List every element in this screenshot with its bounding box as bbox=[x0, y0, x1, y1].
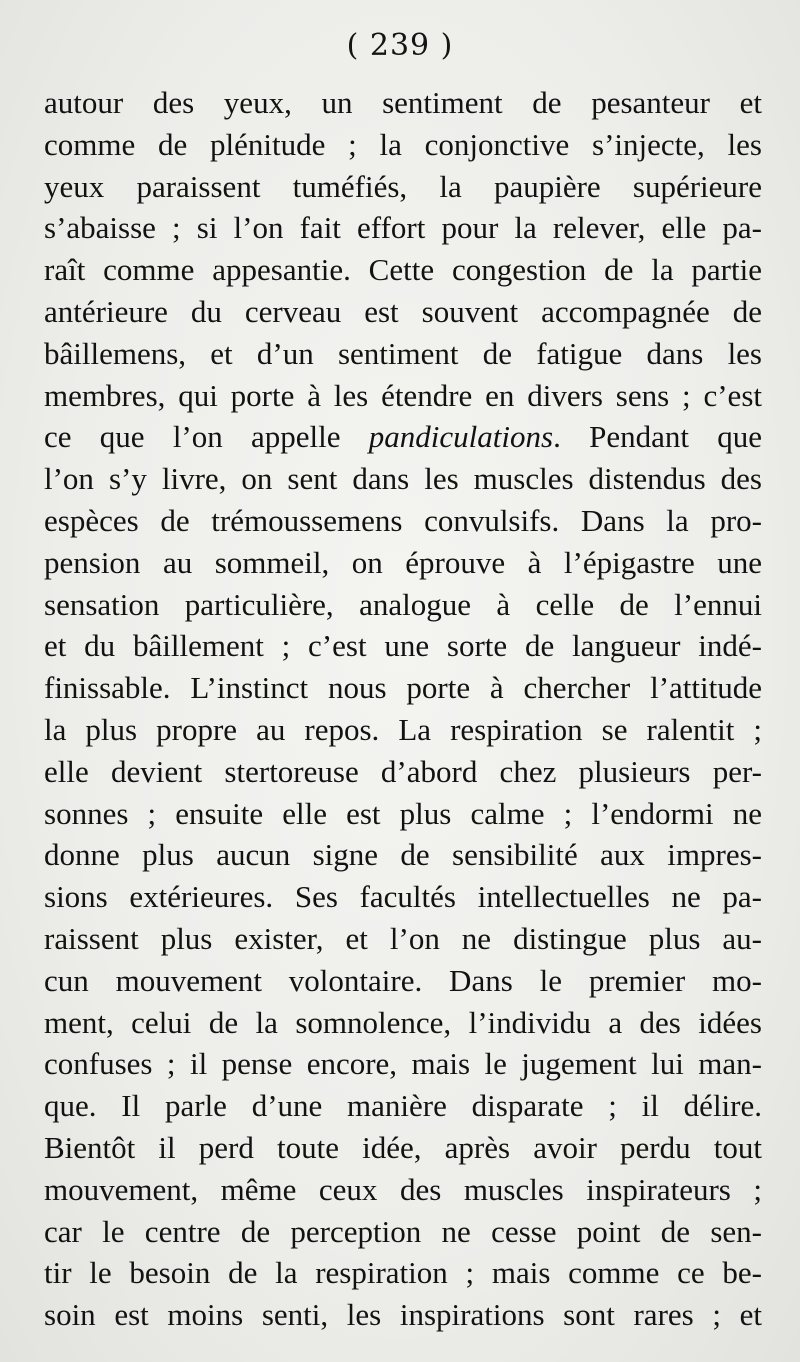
text-line: autour des yeux, un sentiment de pesanteur et bbox=[44, 85, 762, 120]
text-line: car le centre de perception ne cesse point de sen- bbox=[44, 1213, 762, 1249]
text-line: membres, qui porte à les étendre en divers sens ; c’est bbox=[44, 377, 762, 413]
text-line: la plus propre au repos. La respiration se ralentit ; bbox=[44, 711, 762, 747]
text-line: tir le besoin de la respiration ; mais comme ce be- bbox=[44, 1255, 762, 1291]
text-line: s’abaisse ; si l’on fait effort pour la relever, elle pa- bbox=[44, 210, 762, 246]
text-line: ment, celui de la somnolence, l’individu a des idées bbox=[44, 1004, 762, 1040]
text-line: l’on s’y livre, on sent dans les muscles distendus des bbox=[44, 461, 762, 497]
text-line: pension au sommeil, on éprouve à l’épigastre une bbox=[44, 544, 762, 580]
body-text bbox=[44, 82, 762, 1336]
text-line: donne plus aucun signe de sensibilité aux impres- bbox=[44, 837, 762, 873]
text-line: antérieure du cerveau est souvent accompagnée de bbox=[44, 293, 762, 329]
text-line: bâillemens, et d’un sentiment de fatigue dans les bbox=[44, 335, 762, 371]
text-line: raît comme appesantie. Cette congestion de la partie bbox=[44, 252, 762, 288]
text-line: sions extérieures. Ses facultés intellectuelles ne pa- bbox=[44, 879, 762, 915]
text-line: Bientôt il perd toute idée, après avoir perdu tout bbox=[44, 1129, 762, 1165]
text-line: ce que l’on appelle pandiculations. Pendant que bbox=[44, 419, 762, 455]
text-line: espèces de trémoussemens convulsifs. Dans la pro- bbox=[44, 502, 762, 538]
text-line: sensation particulière, analogue à celle de l’ennui bbox=[44, 586, 762, 622]
text-line: confuses ; il pense encore, mais le jugement lui man- bbox=[44, 1046, 762, 1082]
text-line: et du bâillement ; c’est une sorte de langueur indé- bbox=[44, 628, 762, 664]
text-line: elle devient stertoreuse d’abord chez plusieurs per- bbox=[44, 753, 762, 789]
text-line: comme de plénitude ; la conjonctive s’injecte, les bbox=[44, 126, 762, 162]
page-number: ( 239 ) bbox=[346, 28, 454, 63]
text-line: mouvement, même ceux des muscles inspirateurs ; bbox=[44, 1171, 762, 1207]
text-line: soin est moins senti, les inspirations sont rares ; et bbox=[44, 1297, 762, 1333]
text-line: que. Il parle d’une manière disparate ; il délire. bbox=[44, 1088, 762, 1124]
text-line: sonnes ; ensuite elle est plus calme ; l’endormi ne bbox=[44, 795, 762, 831]
text-line: yeux paraissent tuméfiés, la paupière supérieure bbox=[44, 168, 762, 204]
text-line: cun mouvement volontaire. Dans le premier mo- bbox=[44, 962, 762, 998]
text-line: raissent plus exister, et l’on ne distingue plus au- bbox=[44, 920, 762, 956]
text-line: finissable. L’instinct nous porte à chercher l’attitude bbox=[44, 670, 762, 706]
italic-term: pandiculations bbox=[368, 419, 554, 455]
